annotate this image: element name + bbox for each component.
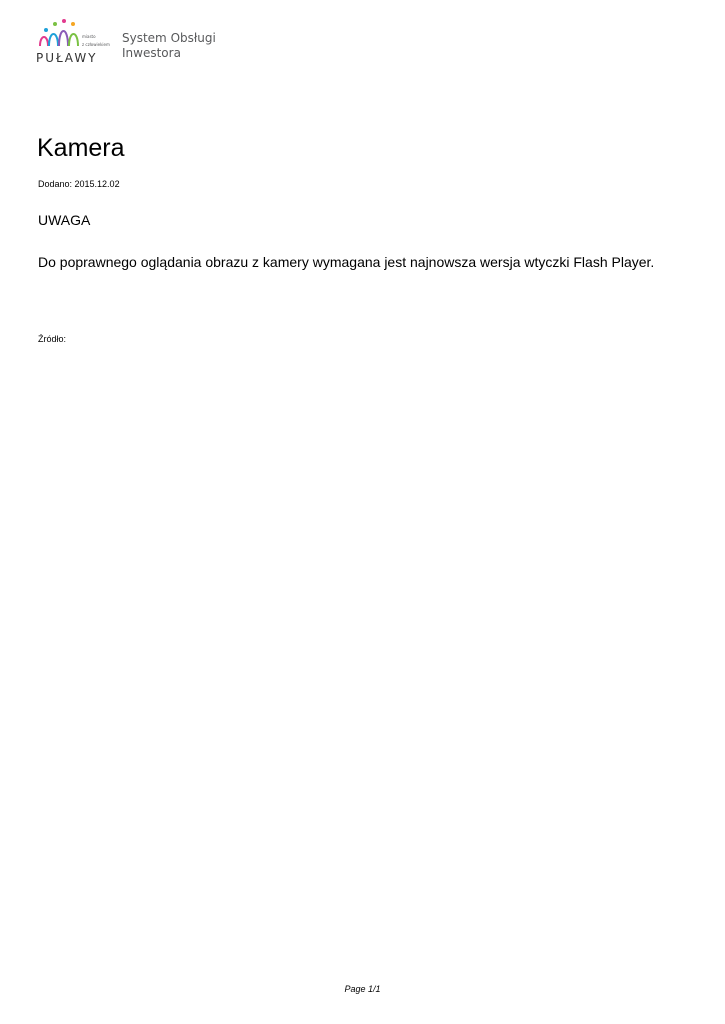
notice-heading: UWAGA	[38, 212, 91, 228]
system-name-line2: Inwestora	[122, 46, 181, 60]
date-added: Dodano: 2015.12.02	[38, 179, 120, 189]
logo-tagline-bottom: z człowiekiem	[82, 42, 110, 47]
logo-tagline-top: miasto	[82, 34, 96, 39]
system-name	[122, 31, 216, 61]
notice-body: Do poprawnego oglądania obrazu z kamery wymagana jest najnowsza wersja wtyczki Flash Player.	[38, 254, 655, 270]
page-title: Kamera	[37, 134, 125, 162]
logo-wordmark: PUŁAWY	[36, 51, 98, 65]
site-logo[interactable]	[34, 16, 224, 68]
source-label: Źródło:	[38, 334, 67, 344]
puławy-logo-icon	[34, 16, 114, 68]
page-number: Page 1/1	[344, 984, 381, 994]
system-name-line1: System Obsługi	[122, 31, 216, 45]
